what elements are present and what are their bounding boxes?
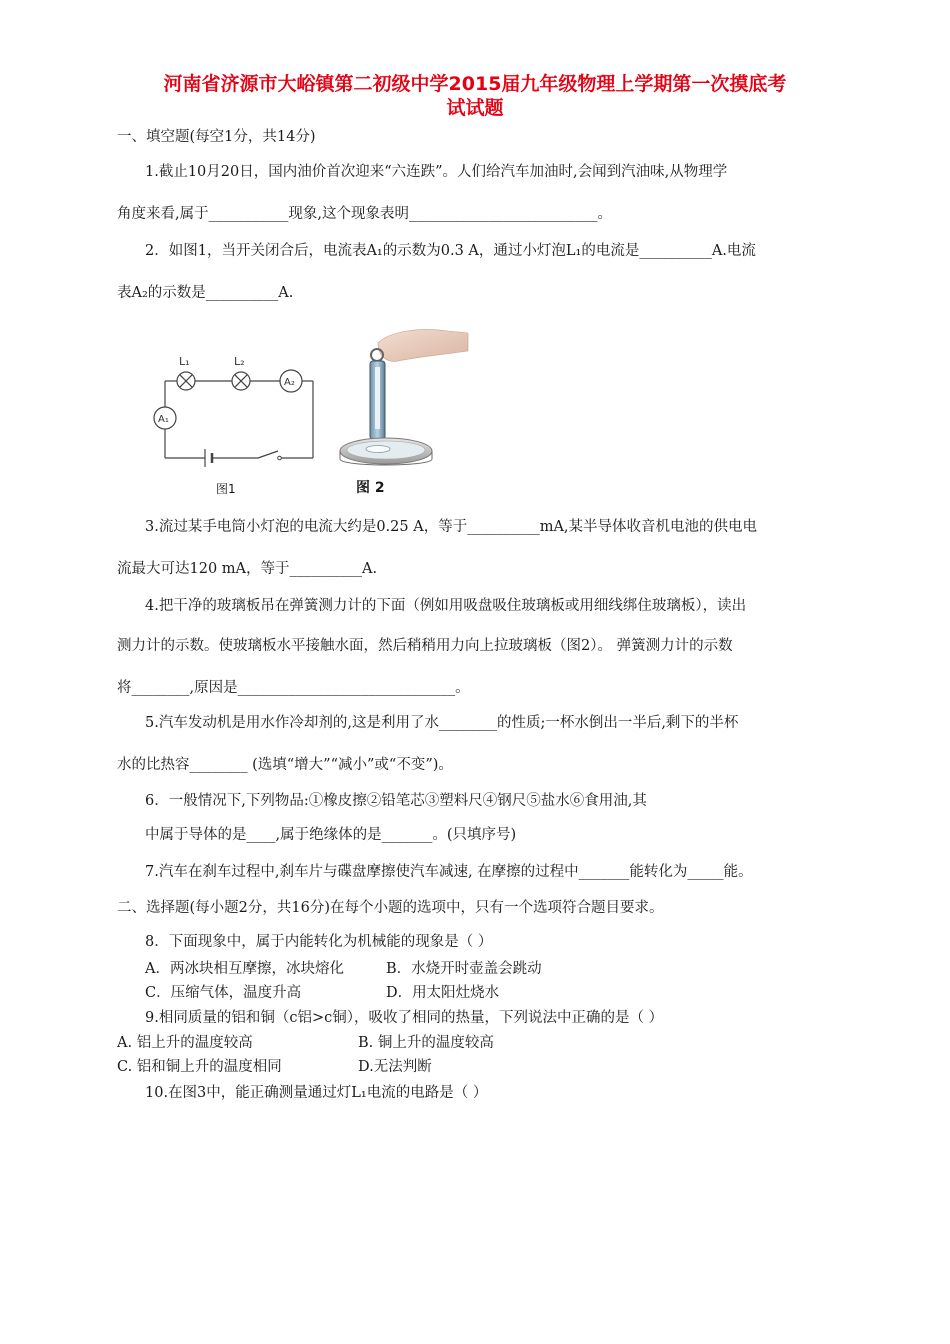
q4-line-3: 将________,原因是______________________________。 xyxy=(117,680,470,696)
section-1-heading: 一、填空题(每空1分，共14分) xyxy=(117,129,316,145)
q9-option-c: C. 铝和铜上升的温度相同 xyxy=(117,1059,282,1075)
q4-line-2: 测力计的示数。使玻璃板水平接触水面，然后稍稍用力向上拉玻璃板（图2）。 弹簧测力计的示数 xyxy=(117,638,733,654)
q5-line-1: 5.汽车发动机是用水作冷却剂的,这是利用了水________的性质;一杯水倒出一半后,剩下的半杯 xyxy=(145,715,739,731)
q1-line-1: 1.截止10月20日，国内油价首次迎来“六连跌”。人们给汽车加油时,会闻到汽油味,从物理学 xyxy=(145,164,728,180)
q9-option-d: D.无法判断 xyxy=(358,1059,432,1075)
circuit-diagram xyxy=(150,345,325,500)
title-line-2: 试试题 xyxy=(446,97,504,119)
figure-2-caption: 图 2 xyxy=(356,480,385,496)
label-l1: L₁ xyxy=(179,355,190,368)
q2-line-2: 表A₂的示数是__________A. xyxy=(117,285,294,301)
q1-line-2: 角度来看,属于___________现象,这个现象表明__________________________。 xyxy=(117,206,612,222)
q8-option-c: C．压缩气体，温度升高 xyxy=(145,985,302,1001)
q3-line-1: 3.流过某手电筒小灯泡的电流大约是0.25 A，等于__________mA,某半导体收音机电池的供电电 xyxy=(145,519,758,535)
spring-scale-illustration xyxy=(330,325,470,475)
switch-symbol xyxy=(278,456,282,460)
q9-option-b: B. 铜上升的温度较高 xyxy=(358,1035,494,1051)
label-a2: A₂ xyxy=(284,377,295,388)
battery-symbol xyxy=(205,449,212,467)
q7-line-1: 7.汽车在刹车过程中,刹车片与碟盘摩擦使汽车减速, 在摩擦的过程中_______能转化为_____能。 xyxy=(145,864,753,880)
q8-stem: 8．下面现象中，属于内能转化为机械能的现象是（ ） xyxy=(145,934,493,950)
document-title xyxy=(100,72,850,120)
hand-shape xyxy=(378,330,468,362)
title-line-1: 河南省济源市大峪镇第二初级中学2015届九年级物理上学期第一次摸底考 xyxy=(163,73,787,95)
label-a1: A₁ xyxy=(158,414,169,425)
q4-line-1: 4.把干净的玻璃板吊在弹簧测力计的下面（例如用吸盘吸住玻璃板或用细线绑住玻璃板），读出 xyxy=(145,598,747,614)
q5-line-2: 水的比热容________ (选填“增大”“减小”或“不变”)。 xyxy=(117,757,453,773)
q3-line-2: 流最大可达120 mA，等于__________A. xyxy=(117,561,378,577)
figure-1-caption: 图1 xyxy=(216,482,236,496)
lamp-l2-symbol xyxy=(232,372,250,390)
q6-line-1: 6．一般情况下,下列物品:①橡皮擦②铅笔芯③塑料尺④钢尺⑤盐水⑥食用油,其 xyxy=(145,793,647,809)
figure-1-circuit xyxy=(150,345,325,500)
q6-line-2: 中属于导体的是____,属于绝缘体的是_______。(只填序号) xyxy=(145,827,517,843)
q10-stem: 10.在图3中，能正确测量通过灯L₁电流的电路是（ ） xyxy=(145,1085,488,1101)
q9-stem: 9.相同质量的铝和铜（c铝>c铜），吸收了相同的热量，下列说法中正确的是（ ） xyxy=(145,1010,664,1026)
lamp-l1-symbol xyxy=(177,372,195,390)
q8-option-a: A．两冰块相互摩擦，冰块熔化 xyxy=(145,961,344,977)
glass-plate xyxy=(366,446,390,453)
q8-option-b: B．水烧开时壶盖会跳动 xyxy=(386,961,542,977)
section-2-heading: 二、选择题(每小题2分，共16分)在每个小题的选项中，只有一个选项符合题目要求。 xyxy=(117,900,664,916)
q2-line-1: 2．如图1，当开关闭合后，电流表A₁的示数为0.3 A，通过小灯泡L₁的电流是__________A.电流 xyxy=(145,243,756,259)
figure-2-photo xyxy=(330,325,470,497)
q8-option-d: D．用太阳灶烧水 xyxy=(386,985,500,1001)
label-l2: L₂ xyxy=(234,355,245,368)
q9-option-a: A. 铝上升的温度较高 xyxy=(117,1035,253,1051)
